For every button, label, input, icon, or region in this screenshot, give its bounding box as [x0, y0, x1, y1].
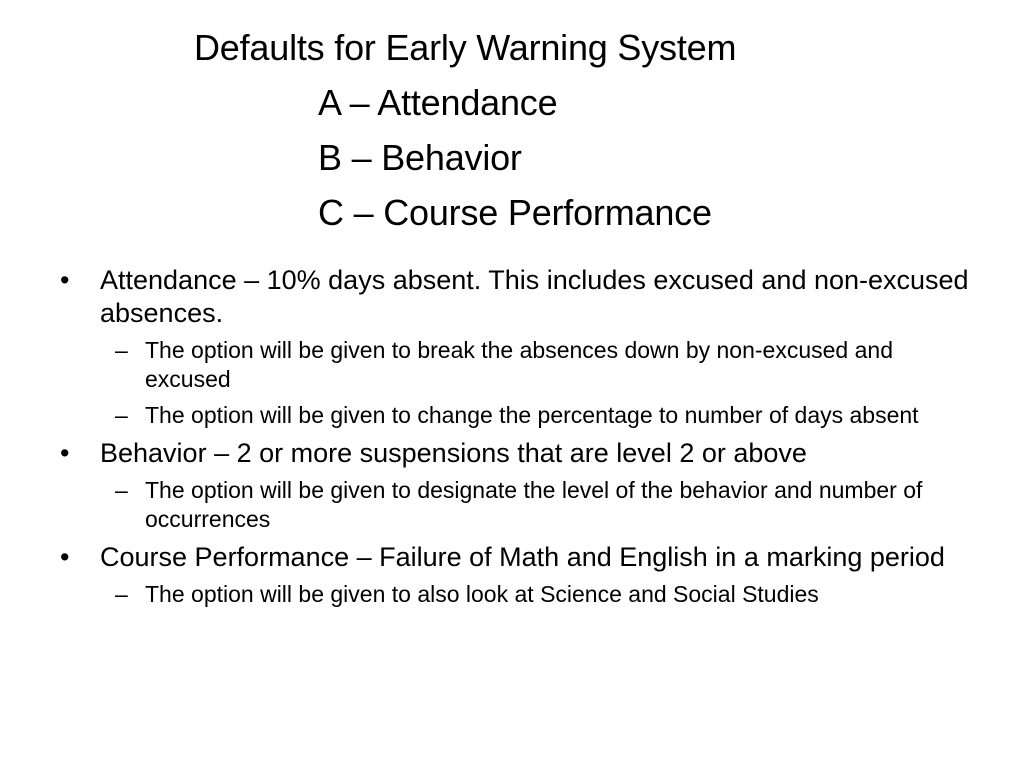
bullet-text: Attendance – 10% days absent. This includes excused and non-excused absences. — [100, 265, 969, 328]
sub-bullet-marker: – — [115, 337, 128, 363]
bullet-text: Course Performance – Failure of Math and English in a marking period — [100, 542, 945, 572]
bullet-marker: • — [60, 265, 70, 295]
title-item-behavior: B – Behavior — [318, 137, 522, 178]
sub-bullet-marker: – — [115, 477, 128, 503]
sub-bullet-attendance-1 — [60, 336, 980, 394]
bullet-course-performance — [60, 541, 980, 574]
bullet-text: Behavior – 2 or more suspensions that are level 2 or above — [100, 438, 807, 468]
bullet-marker: • — [60, 542, 70, 572]
sub-bullet-marker: – — [115, 581, 128, 607]
sub-bullet-attendance-2 — [60, 401, 980, 430]
sub-bullet-text: The option will be given to designate the level of the behavior and number of occurrences — [145, 477, 923, 532]
title-item-course-performance: C – Course Performance — [318, 192, 712, 233]
bullet-list — [60, 264, 980, 616]
sub-bullet-text: The option will be given to change the percentage to number of days absent — [145, 402, 919, 428]
title-item-attendance: A – Attendance — [318, 82, 558, 123]
slide-title: Defaults for Early Warning System — [194, 27, 737, 68]
sub-bullet-text: The option will be given to also look at Science and Social Studies — [145, 581, 819, 607]
bullet-attendance — [60, 264, 980, 330]
sub-bullet-marker: – — [115, 402, 128, 428]
sub-bullet-behavior-1 — [60, 476, 980, 534]
bullet-marker: • — [60, 438, 70, 468]
bullet-behavior — [60, 437, 980, 470]
sub-bullet-course-performance-1 — [60, 580, 980, 609]
sub-bullet-text: The option will be given to break the absences down by non-excused and excused — [145, 337, 893, 392]
